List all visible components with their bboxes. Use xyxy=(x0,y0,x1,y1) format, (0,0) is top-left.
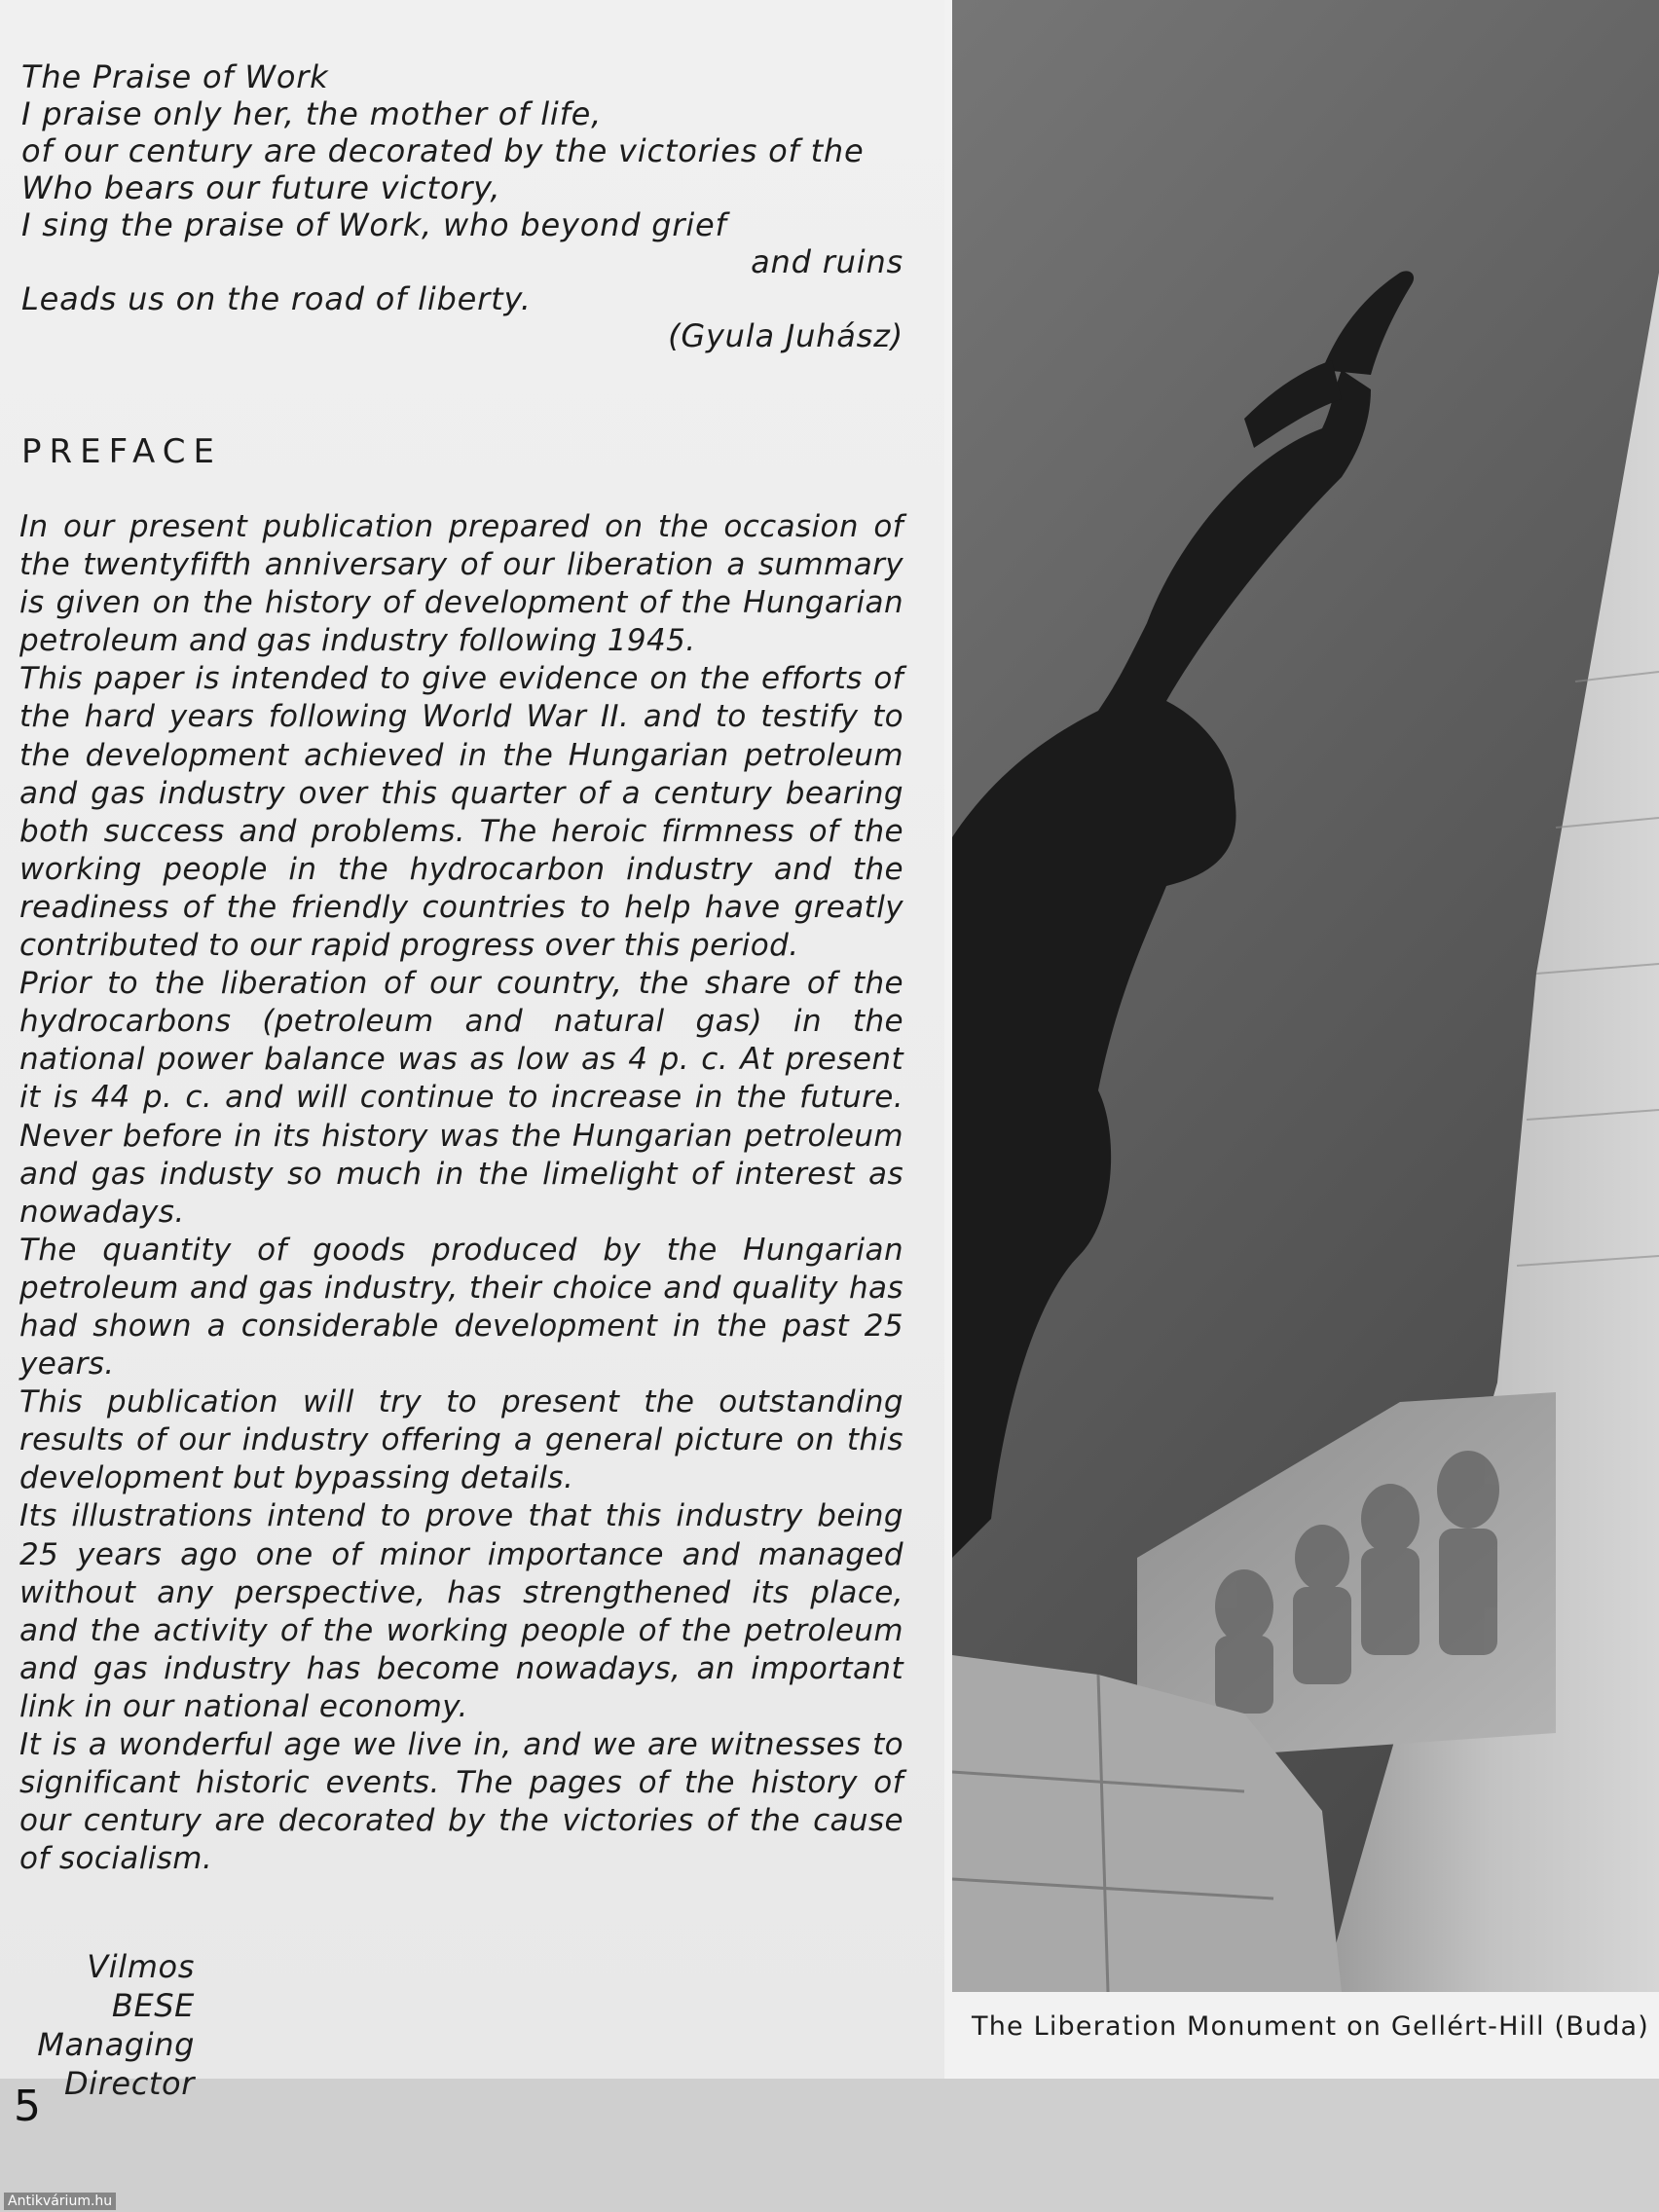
page-number: 5 xyxy=(14,2082,41,2131)
monument-photo xyxy=(952,0,1659,1992)
signature-name: Vilmos BESE xyxy=(87,1948,195,2024)
preface-paragraph: Its illustrations intend to prove that this industry being 25 years ago one of minor importance and managed without any perspective, has strengthened its place, and the activity of the working people of the petroleum and gas industry has become nowadays, an important link in our national economy. xyxy=(19,1498,903,1724)
poem-line: Leads us on the road of liberty. xyxy=(21,280,532,317)
preface-paragraph: Prior to the liberation of our country, the share of the hydrocarbons (petroleum and natural gas) in the national power balance was as low as 4 p. c. At present it is 44 p. c. and will continue to increase in the future. Never before in its history was the Hungarian petroleum and gas industy so much in the limelight of interest as nowadays. xyxy=(19,966,903,1230)
preface-paragraph: This paper is intended to give evidence on the efforts of the hard years following World War II. and to testify to the development achieved in the Hungarian petroleum and gas industry over this quarter of a century bearing both success and problems. The heroic firmness of the working people in the hydrocarbon industry and the readiness of the friendly countries to help have greatly contributed to our rapid progress over this period. xyxy=(19,661,903,964)
watermark: Antikvárium.hu xyxy=(4,2193,116,2210)
poem-author: (Gyula Juhász) xyxy=(668,317,903,354)
preface-paragraph: It is a wonderful age we live in, and we are witnesses to significant historic events. The pages of the history of our century are decorated by the victories of the cause of socialism. xyxy=(19,1727,903,1877)
poem-title: The Praise of Work xyxy=(21,58,329,95)
preface-heading: PREFACE xyxy=(21,432,222,471)
preface-paragraph: This publication will try to present the outstanding results of our industry offering a general picture on this development but bypassing details. xyxy=(19,1384,903,1496)
preface-body xyxy=(19,508,903,1878)
signature-title: Managing Director xyxy=(37,2026,195,2102)
monument-illustration xyxy=(952,0,1659,1992)
poem-line: of our century are decorated by the victories of the xyxy=(21,132,865,169)
poem-line: I praise only her, the mother of life, xyxy=(21,95,603,132)
photo-caption: The Liberation Monument on Gellért-Hill (Buda) xyxy=(972,2011,1650,2042)
preface-paragraph: The quantity of goods produced by the Hungarian petroleum and gas industry, their choice and quality has had shown a considerable development in the past 25 years. xyxy=(19,1232,903,1382)
poem-line: Who bears our future victory, xyxy=(21,169,501,206)
poem xyxy=(21,58,903,354)
poem-line: I sing the praise of Work, who beyond grief xyxy=(21,206,727,243)
signature xyxy=(0,1947,195,2103)
preface-paragraph: In our present publication prepared on the occasion of the twentyfifth anniversary of our liberation a summary is given on the history of development of the Hungarian petroleum and gas industry following 1945. xyxy=(19,509,903,659)
poem-line: and ruins xyxy=(751,243,903,280)
